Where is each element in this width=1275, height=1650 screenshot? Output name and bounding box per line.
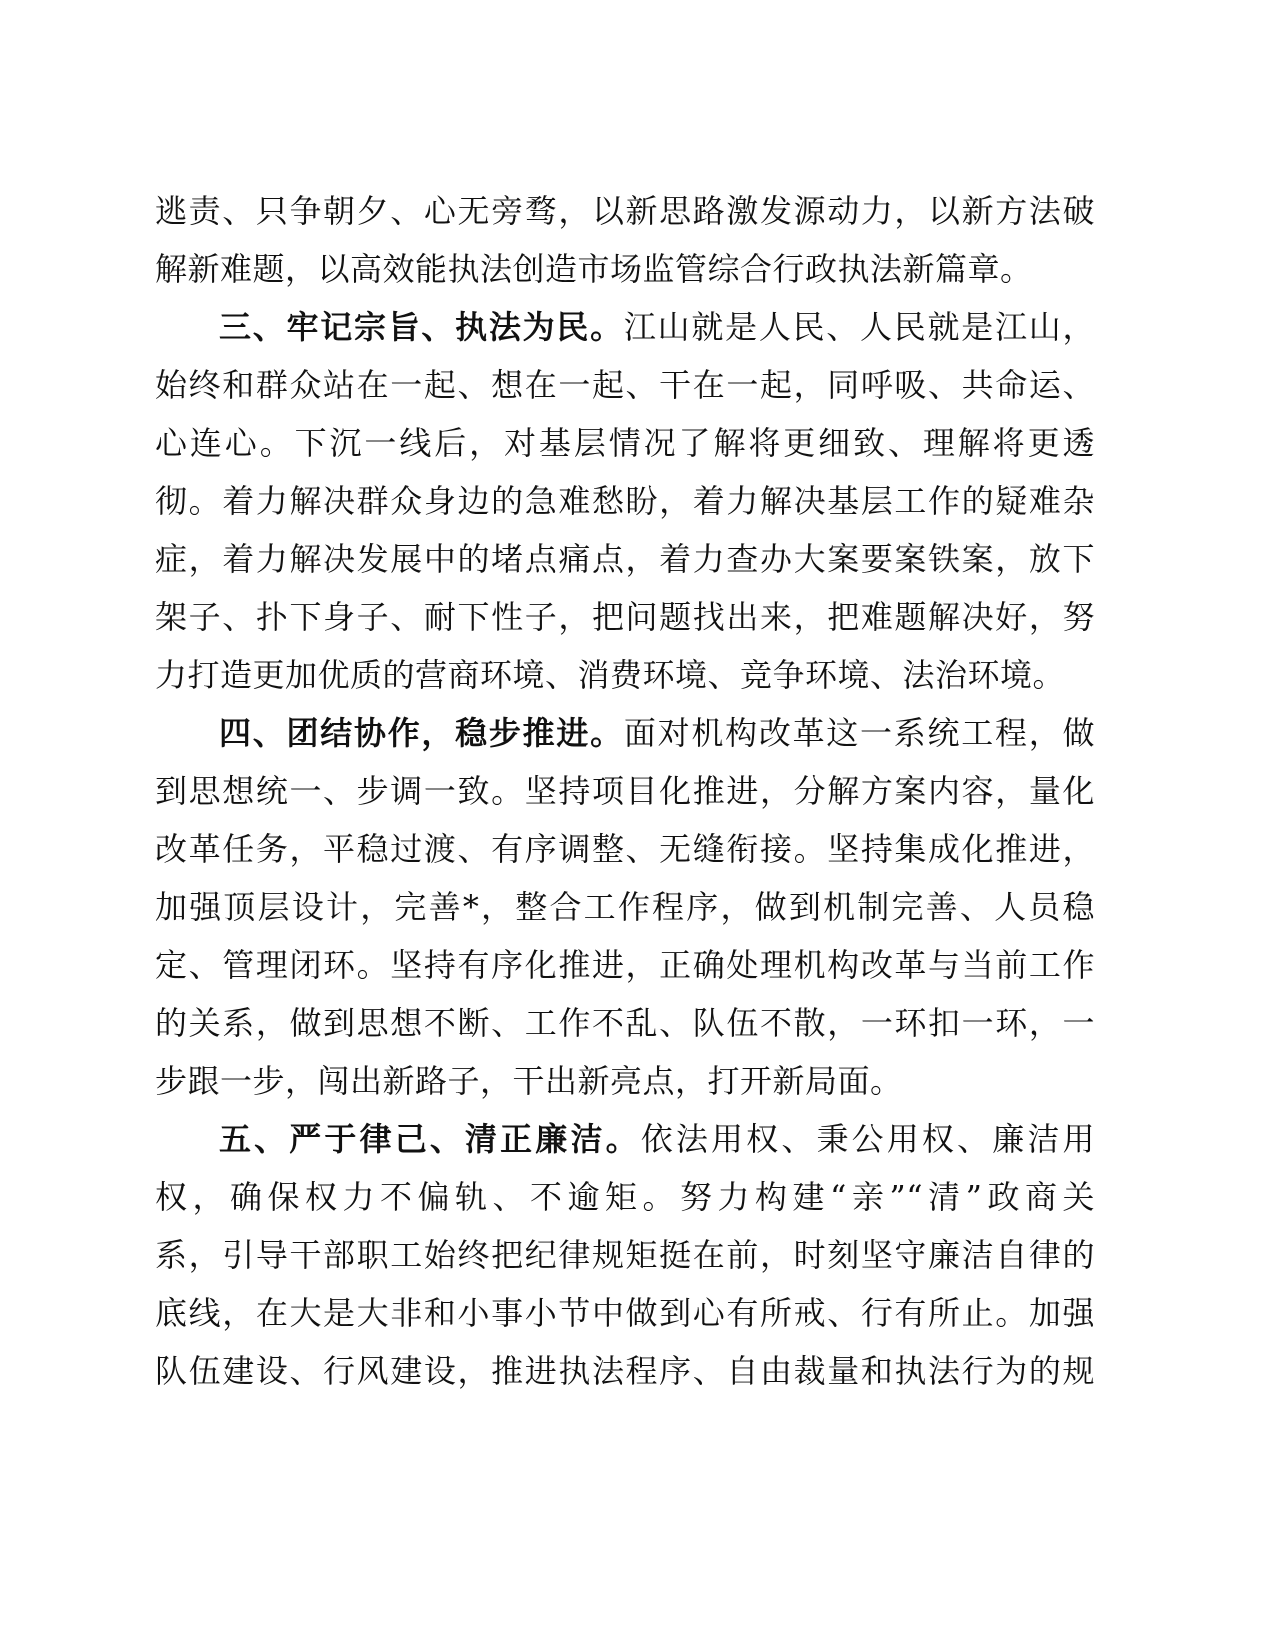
section-3-first-line xyxy=(155,298,1095,356)
text-line: 逃责、只争朝夕、心无旁骛，以新思路激发源动力，以新方法破 xyxy=(155,192,1095,230)
text-line: 步跟一步，闯出新路子，干出新亮点，打开新局面。 xyxy=(155,1062,903,1100)
text-line: 解新难题，以高效能执法创造市场监管综合行政执法新篇章。 xyxy=(155,250,1033,288)
text-line: 心连心。下沉一线后，对基层情况了解将更细致、理解将更透 xyxy=(155,424,1095,462)
document-body xyxy=(155,182,1095,1400)
section-4-first-line xyxy=(155,704,1095,762)
text-line: 症，着力解决发展中的堵点痛点，着力查办大案要案铁案，放下 xyxy=(155,540,1095,578)
text-line: 改革任务，平稳过渡、有序调整、无缝衔接。坚持集成化推进， xyxy=(155,830,1095,868)
text-line: 底线，在大是大非和小事小节中做到心有所戒、行有所止。加强 xyxy=(155,1294,1095,1332)
section-3-first-line-text: 江山就是人民、人民就是江山， xyxy=(623,308,1095,346)
text-line: 到思想统一、步调一致。坚持项目化推进，分解方案内容，量化 xyxy=(155,772,1095,810)
section-3-heading: 三、牢记宗旨、执法为民。 xyxy=(219,308,624,346)
text-line: 的关系，做到思想不断、工作不乱、队伍不散，一环扣一环，一 xyxy=(155,1004,1095,1042)
text-line: 加强顶层设计，完善*，整合工作程序，做到机制完善、人员稳 xyxy=(155,888,1095,926)
text-line: 系，引导干部职工始终把纪律规矩挺在前，时刻坚守廉洁自律的 xyxy=(155,1236,1095,1274)
section-5-first-line-text: 依法用权、秉公用权、廉洁用 xyxy=(640,1120,1095,1158)
section-5-first-line xyxy=(155,1110,1095,1168)
text-line: 始终和群众站在一起、想在一起、干在一起，同呼吸、共命运、 xyxy=(155,366,1095,404)
section-5-heading: 五、严于律己、清正廉洁。 xyxy=(219,1120,641,1158)
section-4-first-line-text: 面对机构改革这一系统工程，做 xyxy=(623,714,1095,752)
text-line: 力打造更加优质的营商环境、消费环境、竞争环境、法治环境。 xyxy=(155,656,1066,694)
text-line: 权，确保权力不偏轨、不逾矩。努力构建“亲”“清”政商关 xyxy=(155,1178,1095,1216)
text-line: 彻。着力解决群众身边的急难愁盼，着力解决基层工作的疑难杂 xyxy=(155,482,1095,520)
section-4-heading: 四、团结协作，稳步推进。 xyxy=(219,714,624,752)
text-line: 架子、扑下身子、耐下性子，把问题找出来，把难题解决好，努 xyxy=(155,598,1095,636)
text-line: 定、管理闭环。坚持有序化推进，正确处理机构改革与当前工作 xyxy=(155,946,1095,984)
text-line: 队伍建设、行风建设，推进执法程序、自由裁量和执法行为的规 xyxy=(155,1352,1095,1390)
